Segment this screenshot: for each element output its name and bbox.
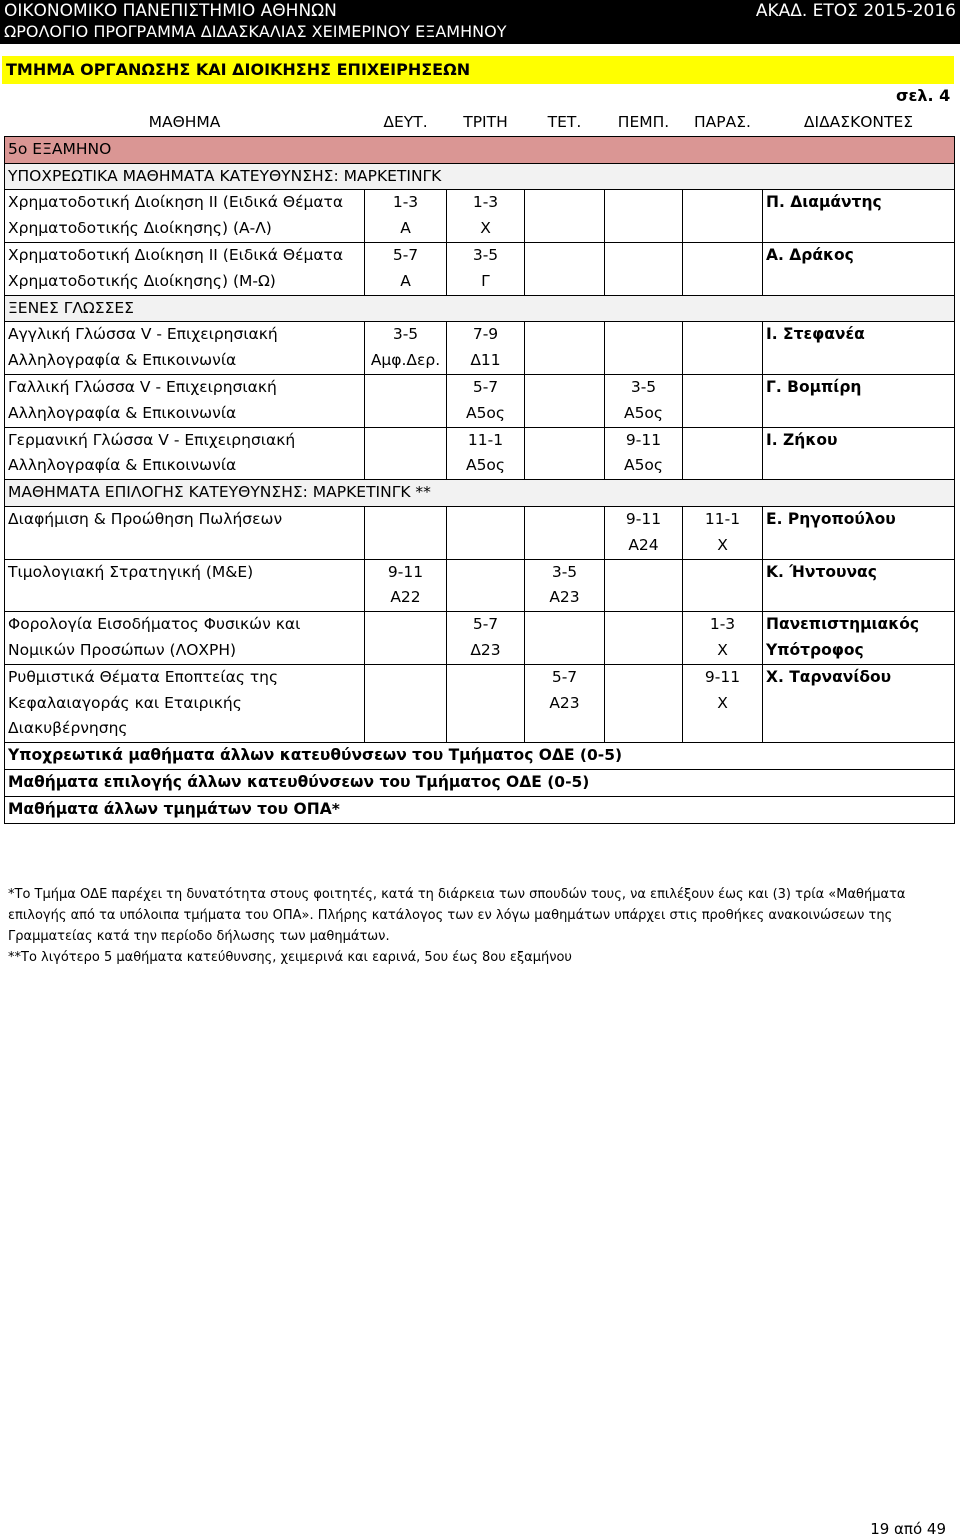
instructor <box>763 374 955 427</box>
instructor-name: Υπότροφος <box>766 640 864 659</box>
time-slot: 11-1 <box>467 430 504 449</box>
slot-wed <box>525 664 605 742</box>
instructor <box>763 427 955 480</box>
category-row-mandatory <box>5 163 955 190</box>
course-title: Αγγλική Γλώσσα V - Επιχειρησιακή Αλληλογραφία & Επικοινωνία <box>5 322 365 375</box>
slot-fri <box>683 559 763 612</box>
room: Δ23 <box>470 640 501 659</box>
course-row <box>5 612 955 665</box>
instructor-name: Πανεπιστημιακός <box>766 615 920 634</box>
room: Α <box>400 271 411 290</box>
instructor-name: Ι. Ζήκου <box>766 430 838 449</box>
other-courses-label: Μαθήματα επιλογής άλλων κατευθύνσεων του Τμήματος ΟΔΕ (0-5) <box>5 769 955 796</box>
slot-mon <box>365 374 447 427</box>
footnote: **Το λιγότερο 5 μαθήματα κατεύθυνσης, χειμερινά και εαρινά, 5ου έως 8ου εξαμήνου <box>8 950 572 965</box>
time-slot: 9-11 <box>625 509 662 528</box>
course-row <box>5 664 955 742</box>
university-name: ΟΙΚΟΝΟΜΙΚΟ ΠΑΝΕΠΙΣΤΗΜΙΟ ΑΘΗΝΩΝ <box>4 1 337 21</box>
slot-tue <box>447 427 525 480</box>
footnotes <box>8 884 938 968</box>
slot-wed <box>525 427 605 480</box>
slot-tue <box>447 506 525 559</box>
time-slot: 11-1 <box>704 509 741 528</box>
course-title: Φορολογία Εισοδήματος Φυσικών και Νομικών Προσώπων (ΛΟΧΡΗ) <box>5 612 365 665</box>
department-name: ΤΜΗΜΑ ΟΡΓΑΝΩΣΗΣ ΚΑΙ ΔΙΟΙΚΗΣΗΣ ΕΠΙΧΕΙΡΗΣΕΩΝ <box>6 60 471 79</box>
column-header-fri: ΠΑΡΑΣ. <box>683 110 763 136</box>
semester-row <box>5 136 955 163</box>
course-row <box>5 322 955 375</box>
slot-fri <box>683 190 763 243</box>
slot-thu <box>605 506 683 559</box>
time-slot: 7-9 <box>472 325 499 344</box>
instructor <box>763 559 955 612</box>
slot-wed <box>525 190 605 243</box>
slot-tue <box>447 322 525 375</box>
slot-mon <box>365 427 447 480</box>
time-slot: 1-3 <box>709 615 736 634</box>
category-label: ΥΠΟΧΡΕΩΤΙΚΑ ΜΑΘΗΜΑΤΑ ΚΑΤΕΥΘΥΝΣΗΣ: ΜΑΡΚΕΤΙΝΓΚ <box>5 163 955 190</box>
footnote: *Το Τμήμα ΟΔΕ παρέχει τη δυνατότητα στους φοιτητές, κατά τη διάρκεια των σπουδών τους, να επιλέξουν έως και (3) τρία «Μαθήματα επιλογής από τα υπόλοιπα τμήματα του ΟΠΑ». Πλήρης κατάλογος των εν λόγω μαθημάτων υπάρχει στις προθήκες ανακοινώσεων της Γραμματείας κατά την περίοδο δήλωσης των μαθημάτων. <box>8 887 906 944</box>
instructor-name: Α. Δράκος <box>766 245 854 264</box>
course-title: Γαλλική Γλώσσα V - Επιχειρησιακή Αλληλογραφία & Επικοινωνία <box>5 374 365 427</box>
category-row <box>5 480 955 507</box>
slot-thu <box>605 559 683 612</box>
room: Α <box>400 219 411 238</box>
room: Γ <box>481 271 490 290</box>
document-header <box>0 0 960 44</box>
slot-thu <box>605 374 683 427</box>
other-courses-row <box>5 743 955 770</box>
instructor <box>763 322 955 375</box>
course-row <box>5 374 955 427</box>
course-title: Διαφήμιση & Προώθηση Πωλήσεων <box>5 506 365 559</box>
time-slot: 9-11 <box>704 667 741 686</box>
other-courses-row <box>5 769 955 796</box>
category-row <box>5 295 955 322</box>
slot-fri <box>683 612 763 665</box>
time-slot: 5-7 <box>472 615 499 634</box>
room: Δ11 <box>470 351 501 370</box>
page-label: σελ. 4 <box>896 86 951 105</box>
slot-tue <box>447 664 525 742</box>
other-courses-label: Υποχρεωτικά μαθήματα άλλων κατευθύνσεων του Τμήματος ΟΔΕ (0-5) <box>5 743 955 770</box>
slot-thu <box>605 427 683 480</box>
instructor <box>763 664 955 742</box>
time-slot: 3-5 <box>551 562 578 581</box>
room: Χ <box>717 535 728 554</box>
time-slot: 9-11 <box>387 562 424 581</box>
instructor-name: Χ. Ταρνανίδου <box>766 667 892 686</box>
room: Α22 <box>390 588 421 607</box>
slot-wed <box>525 506 605 559</box>
semester-label: 5ο ΕΞΑΜΗΝΟ <box>5 136 955 163</box>
course-title: Χρηματοδοτική Διοίκηση ΙΙ (Ειδικά Θέματα Χρηματοδοτικής Διοίκησης) (Μ-Ω) <box>5 242 365 295</box>
instructor <box>763 612 955 665</box>
time-slot: 5-7 <box>472 377 499 396</box>
time-slot: 5-7 <box>392 245 419 264</box>
column-header-tue: ΤΡΙΤΗ <box>447 110 525 136</box>
time-slot: 3-5 <box>472 245 499 264</box>
instructor-name: Κ. Ήντουνας <box>766 562 877 581</box>
course-row <box>5 559 955 612</box>
column-header-thu: ΠΕΜΠ. <box>605 110 683 136</box>
slot-thu <box>605 242 683 295</box>
course-title: Χρηματοδοτική Διοίκηση ΙΙ (Ειδικά Θέματα Χρηματοδοτικής Διοίκησης) (Α-Λ) <box>5 190 365 243</box>
slot-wed <box>525 374 605 427</box>
slot-mon <box>365 664 447 742</box>
column-header-course: ΜΑΘΗΜΑ <box>5 110 365 136</box>
slot-fri <box>683 506 763 559</box>
time-slot: 1-3 <box>472 193 499 212</box>
time-slot: 3-5 <box>630 377 657 396</box>
slot-fri <box>683 322 763 375</box>
room: Χ <box>717 640 728 659</box>
header-row <box>5 110 955 136</box>
instructor <box>763 506 955 559</box>
slot-fri <box>683 664 763 742</box>
room: Α5ος <box>623 403 664 422</box>
instructor <box>763 190 955 243</box>
slot-tue <box>447 242 525 295</box>
instructor <box>763 242 955 295</box>
slot-tue <box>447 190 525 243</box>
slot-mon <box>365 190 447 243</box>
course-title: Τιμολογιακή Στρατηγική (Μ&Ε) <box>5 559 365 612</box>
room: Α24 <box>628 535 659 554</box>
slot-fri <box>683 374 763 427</box>
department-banner <box>2 56 954 84</box>
academic-year: ΑΚΑΔ. ΕΤΟΣ 2015-2016 <box>755 1 956 21</box>
course-row <box>5 242 955 295</box>
slot-mon <box>365 559 447 612</box>
category-label: ΞΕΝΕΣ ΓΛΩΣΣΕΣ <box>5 295 955 322</box>
column-header-mon: ΔΕΥΤ. <box>365 110 447 136</box>
time-slot: 1-3 <box>392 193 419 212</box>
room: Α23 <box>549 588 580 607</box>
instructor-name: Ε. Ρηγοπούλου <box>766 509 896 528</box>
room: Α23 <box>549 693 580 712</box>
room: Α5ος <box>623 456 664 475</box>
page-counter: 19 από 49 <box>870 1520 946 1538</box>
slot-fri <box>683 242 763 295</box>
time-slot: 3-5 <box>392 325 419 344</box>
slot-wed <box>525 322 605 375</box>
course-row <box>5 506 955 559</box>
time-slot: 5-7 <box>551 667 578 686</box>
slot-mon <box>365 506 447 559</box>
program-title: ΩΡΟΛΟΓΙΟ ΠΡΟΓΡΑΜΜΑ ΔΙΔΑΣΚΑΛΙΑΣ ΧΕΙΜΕΡΙΝΟΥ ΕΞΑΜΗΝΟΥ <box>4 22 507 41</box>
slot-mon <box>365 242 447 295</box>
schedule-table <box>4 110 955 824</box>
course-row <box>5 190 955 243</box>
slot-tue <box>447 612 525 665</box>
slot-tue <box>447 374 525 427</box>
slot-thu <box>605 664 683 742</box>
other-courses-row <box>5 796 955 823</box>
slot-thu <box>605 322 683 375</box>
instructor-name: Γ. Βομπίρη <box>766 377 862 396</box>
room: Αμφ.Δερ. <box>370 351 441 370</box>
slot-thu <box>605 190 683 243</box>
slot-wed <box>525 612 605 665</box>
instructor-name: Ι. Στεφανέα <box>766 325 865 344</box>
slot-thu <box>605 612 683 665</box>
slot-wed <box>525 242 605 295</box>
room: Α5ος <box>465 456 506 475</box>
other-courses-label: Μαθήματα άλλων τμημάτων του ΟΠΑ* <box>5 796 955 823</box>
slot-wed <box>525 559 605 612</box>
course-row <box>5 427 955 480</box>
course-title: Γερμανική Γλώσσα V - Επιχειρησιακή Αλληλογραφία & Επικοινωνία <box>5 427 365 480</box>
category-label: ΜΑΘΗΜΑΤΑ ΕΠΙΛΟΓΗΣ ΚΑΤΕΥΘΥΝΣΗΣ: ΜΑΡΚΕΤΙΝΓΚ ** <box>5 480 955 507</box>
column-header-instructors: ΔΙΔΑΣΚΟΝΤΕΣ <box>763 110 955 136</box>
room: Χ <box>717 693 728 712</box>
room: Α5ος <box>465 403 506 422</box>
slot-mon <box>365 322 447 375</box>
time-slot: 9-11 <box>625 430 662 449</box>
slot-fri <box>683 427 763 480</box>
column-header-wed: ΤΕΤ. <box>525 110 605 136</box>
slot-tue <box>447 559 525 612</box>
room: Χ <box>480 219 491 238</box>
course-title: Ρυθμιστικά Θέματα Εποπτείας της Κεφαλαιαγοράς και Εταιρικής Διακυβέρνησης <box>5 664 365 742</box>
slot-mon <box>365 612 447 665</box>
instructor-name: Π. Διαμάντης <box>766 193 882 212</box>
